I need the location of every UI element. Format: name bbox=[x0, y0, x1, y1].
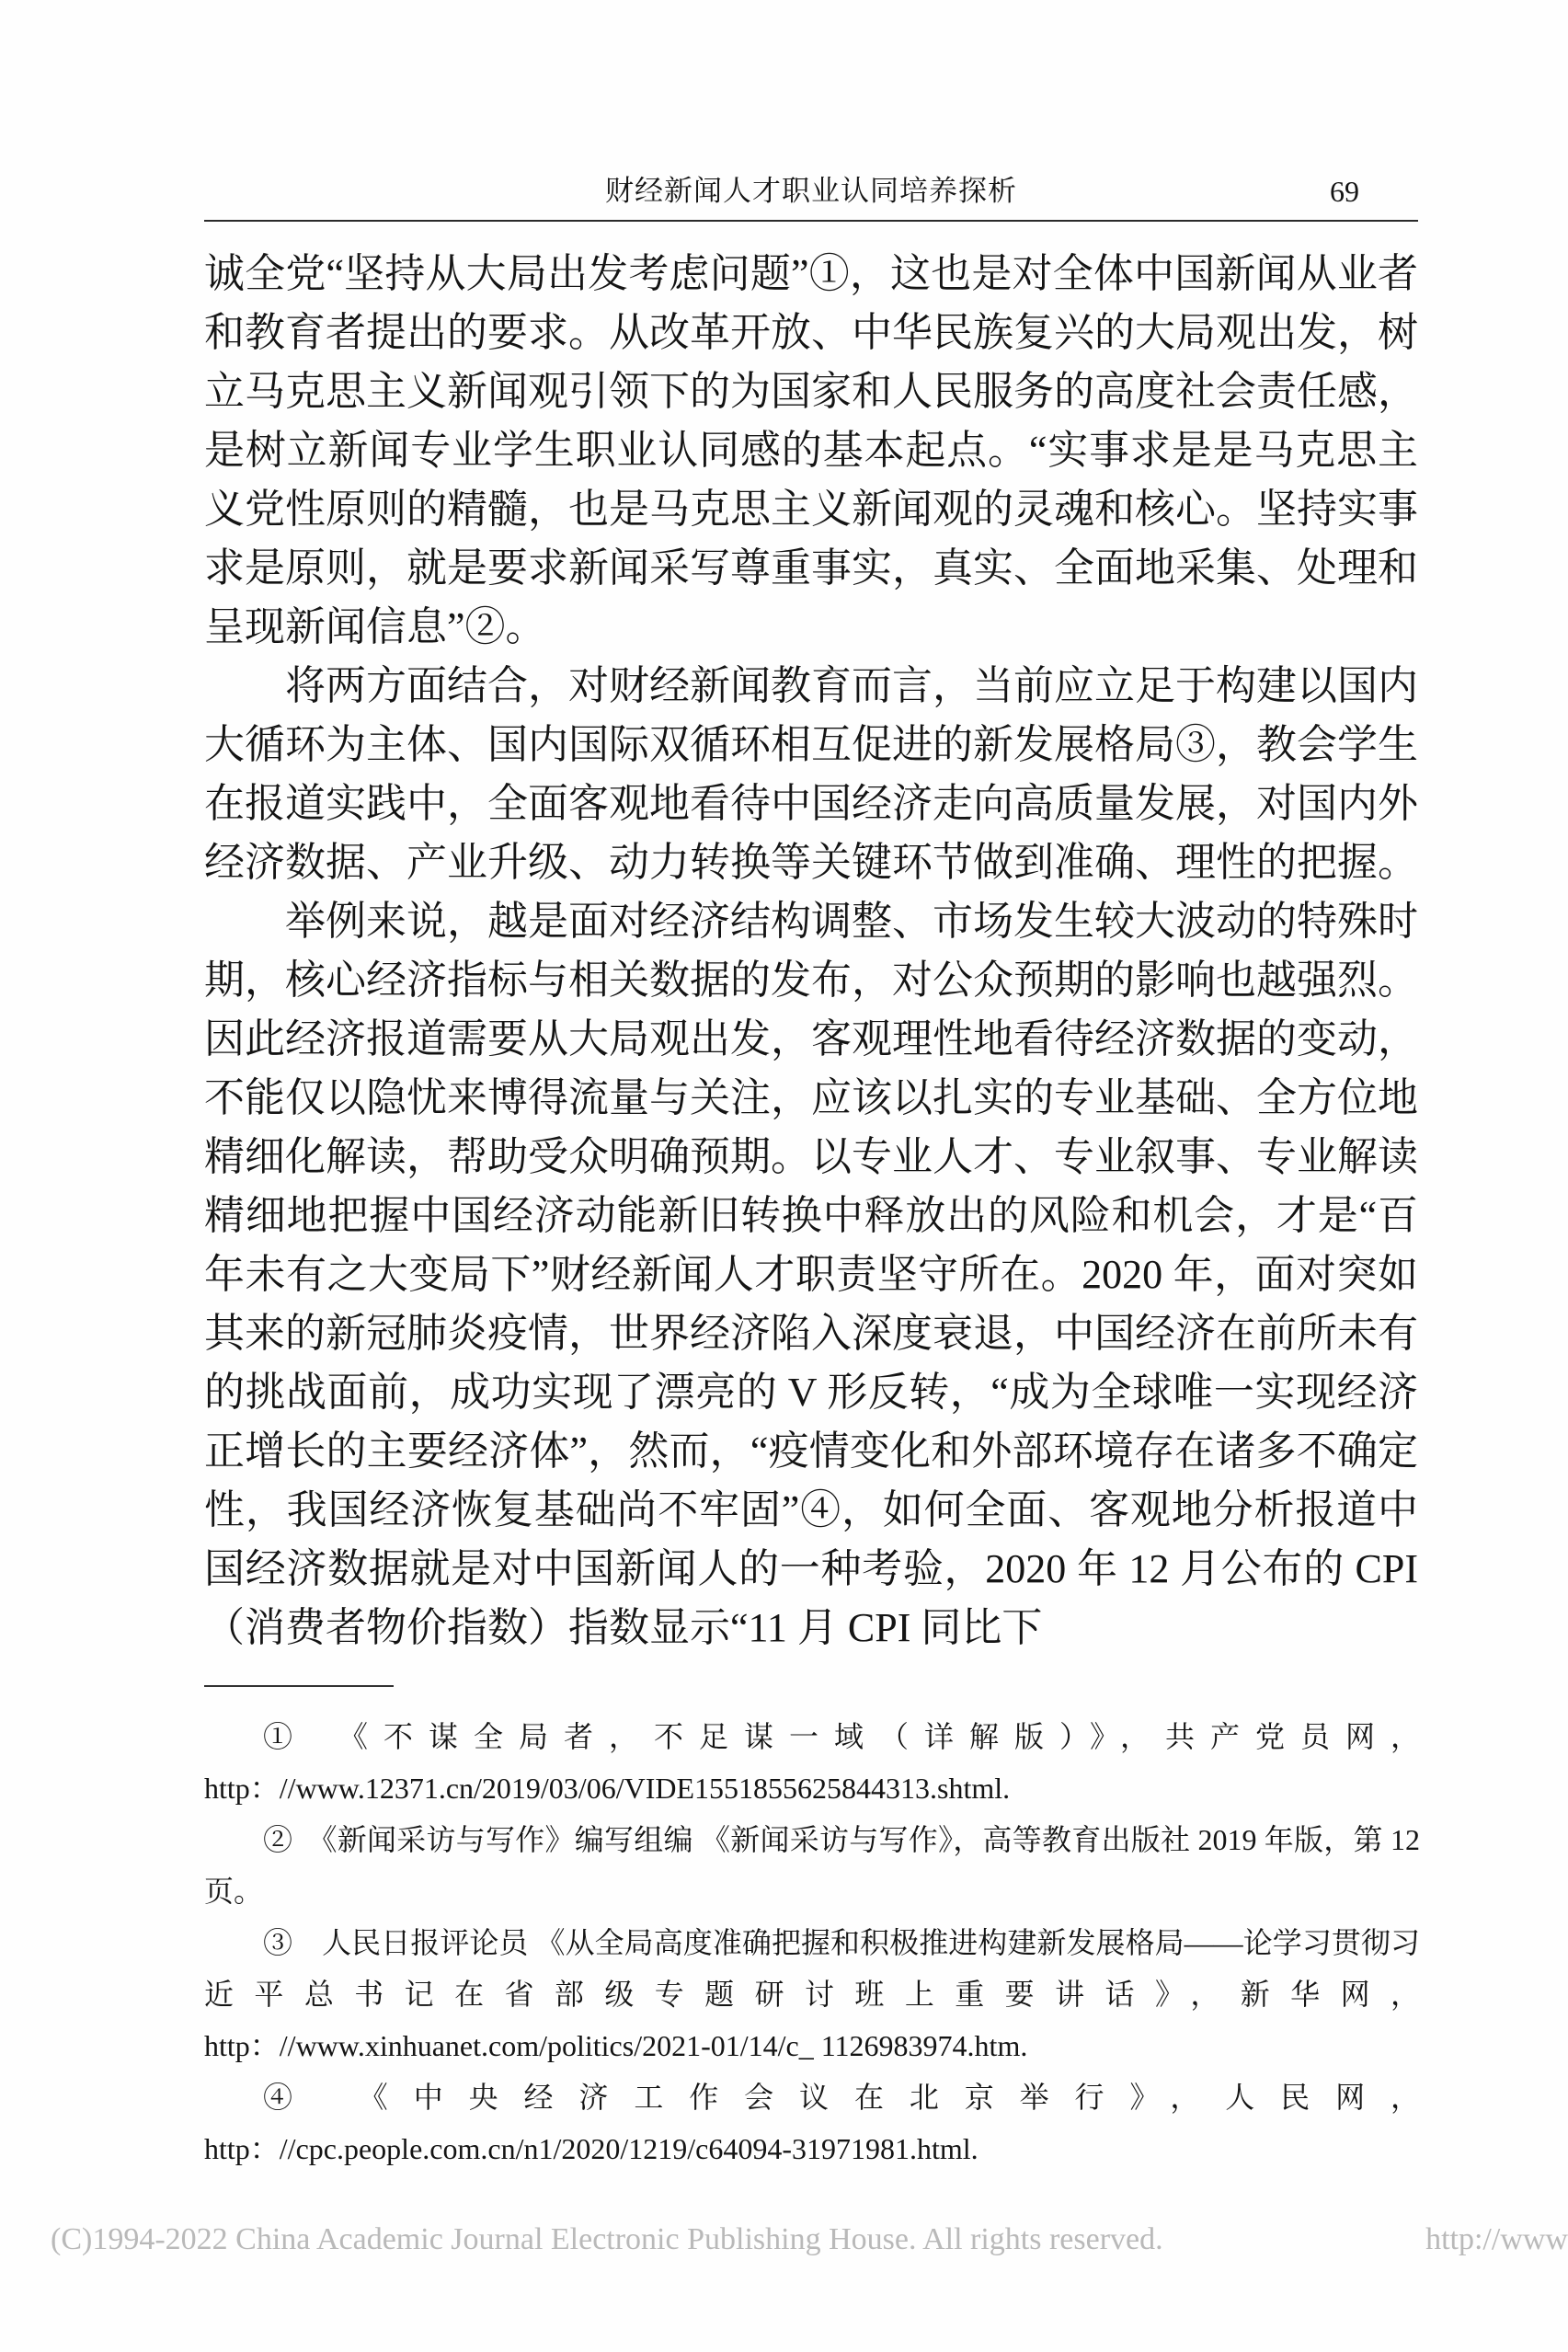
footnote-item: ② 《新闻采访与写作》编写组编 《新闻采访与写作》，高等教育出版社 2019 年版，第 12 页。 bbox=[204, 1823, 1420, 1908]
body-paragraph: 将两方面结合，对财经新闻教育而言，当前应立足于构建以国内大循环为主体、国内国际双循环相互促进的新发展格局③，教会学生在报道实践中，全面客观地看待中国经济走向高质量发展，对国内外经济数据、产业升级、动力转换等关键环节做到准确、理性的把握。 bbox=[204, 663, 1418, 885]
footnotes bbox=[204, 1711, 1420, 2174]
body-paragraph: 举例来说，越是面对经济结构调整、市场发生较大波动的特殊时期，核心经济指标与相关数据的发布，对公众预期的影响也越强烈。因此经济报道需要从大局观出发，客观理性地看待经济数据的变动，不能仅以隐忧来博得流量与关注，应该以扎实的专业基础、全方位地精细化解读，帮助受众明确预期。以专业人才、专业叙事、专业解读精细地把握中国经济动能新旧转换中释放出的风险和机会，才是“百年未有之大变局下”财经新闻人才职责坚守所在。2020 年，面对突如其来的新冠肺炎疫情，世界经济陷入深度衰退，中国经济在前所未有的挑战面前，成功实现了漂亮的 V 形反转，“成为全球唯一实现经济正增长的主要经济体”，然而，“疫情变化和外部环境存在诸多不确定性，我国经济恢复基础尚不牢固”④，如何全面、客观地分析报道中国经济数据就是对中国新闻人的一种考验，2020 年 12 月公布的 CPI（消费者物价指数）指数显示“11 月 CPI 同比下 bbox=[204, 899, 1418, 1650]
footer-url: http://www bbox=[1425, 2222, 1568, 2256]
footnote-item: ① 《不谋全局者，不足谋一域（详解版）》，共产党员网，http：//www.12371.cn/2019/03/06/VIDE1551855625844313.shtml. bbox=[204, 1720, 1420, 1805]
footnote-item: ③ 人民日报评论员 《从全局高度准确把握和积极推进构建新发展格局——论学习贯彻习近平总书记在省部级专题研讨班上重要讲话》，新华网，http：//www.xinhuanet.com/politics/2021-01/14/c_ 1126983974.htm. bbox=[204, 1926, 1420, 2062]
header-rule bbox=[204, 220, 1418, 222]
body-text bbox=[204, 245, 1418, 1658]
watermark-footer bbox=[51, 2219, 1568, 2261]
page-title: 财经新闻人才职业认同培养探析 bbox=[605, 175, 1017, 207]
running-head bbox=[204, 171, 1418, 212]
footer-copyright: (C)1994-2022 China Academic Journal Electronic Publishing House. All rights reserved. bbox=[51, 2222, 1163, 2256]
footnote-separator bbox=[204, 1685, 394, 1687]
page-number: 69 bbox=[1330, 175, 1359, 208]
footnote-item: ④ 《中央经济工作会议在北京举行》，人民网，http：//cpc.people.com.cn/n1/2020/1219/c64094-31971981.html. bbox=[204, 2081, 1420, 2165]
body-paragraph: 诚全党“坚持从大局出发考虑问题”①，这也是对全体中国新闻从业者和教育者提出的要求。从改革开放、中华民族复兴的大局观出发，树立马克思主义新闻观引领下的为国家和人民服务的高度社会责任感，是树立新闻专业学生职业认同感的基本起点。“实事求是是马克思主义党性原则的精髓，也是马克思主义新闻观的灵魂和核心。坚持实事求是原则，就是要求新闻采写尊重事实，真实、全面地采集、处理和呈现新闻信息”②。 bbox=[204, 251, 1418, 649]
